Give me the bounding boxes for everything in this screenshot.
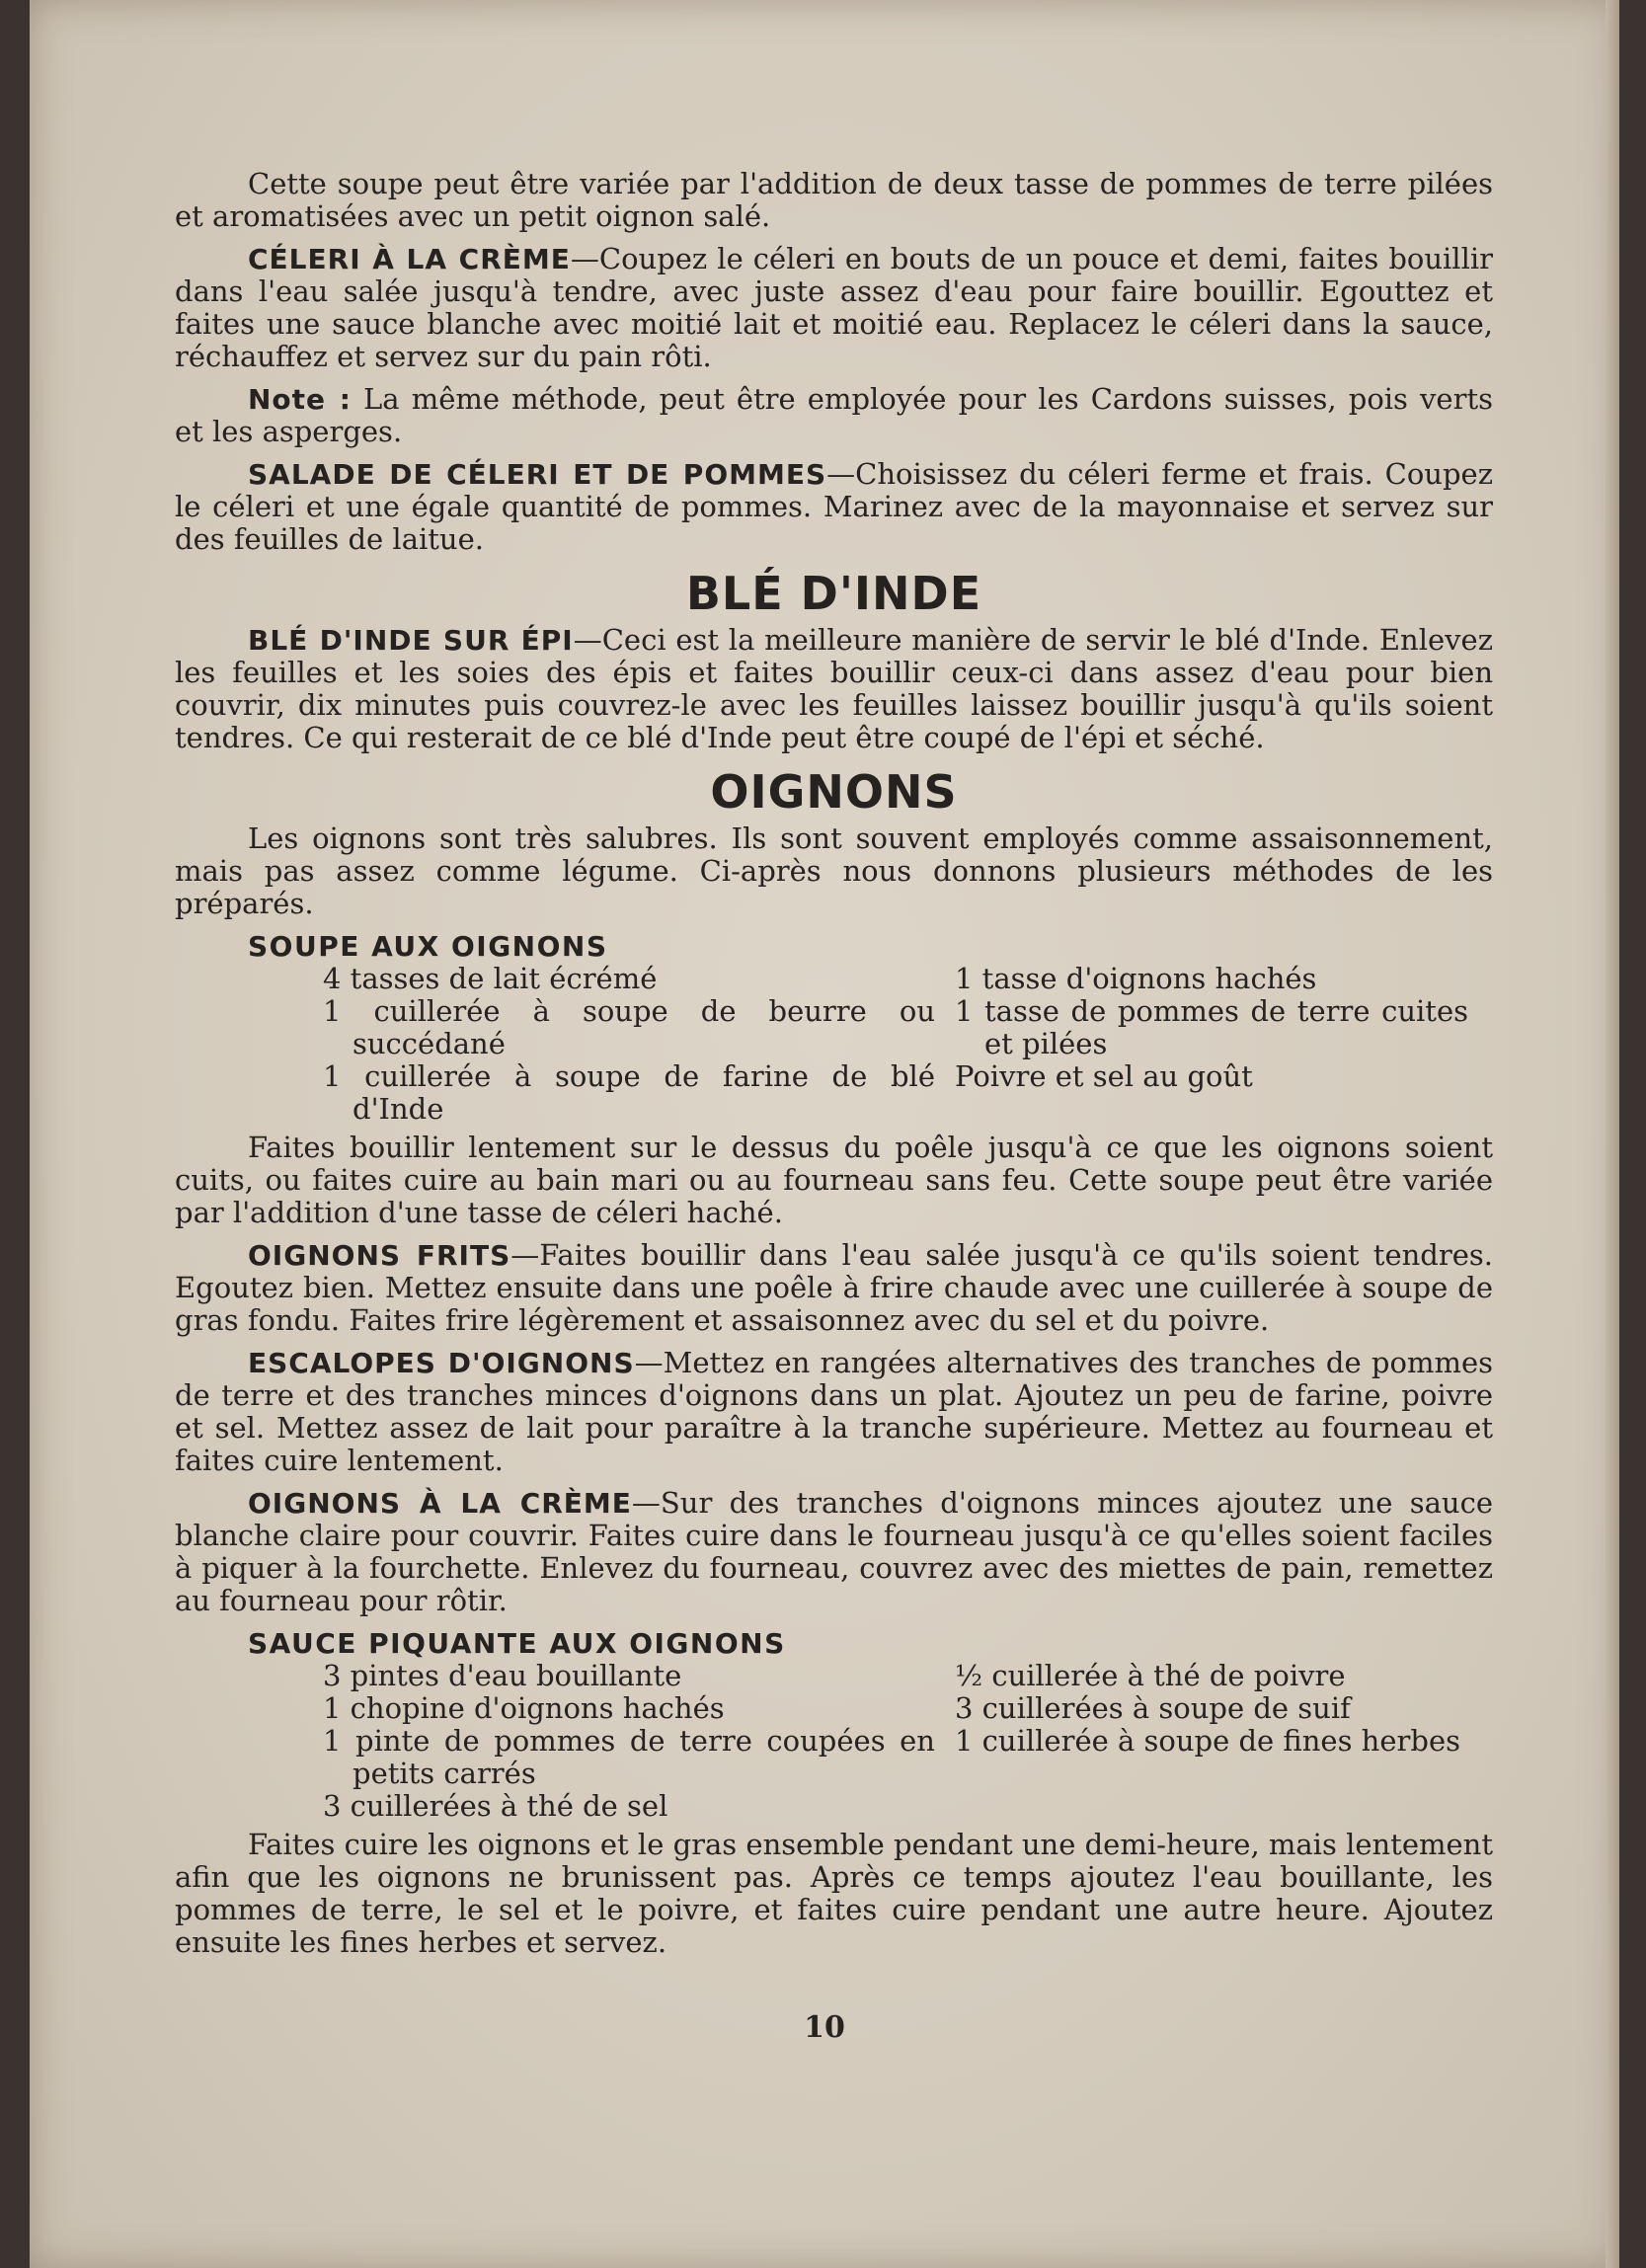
recipe-body: —Coupez le céleri en bouts de un pouce et demi, faites bouillir dans l'eau salée jusqu'à tendre, avec juste assez d'eau pour faire bouillir. Egouttez et faites une sauce blanche avec moitié lait et moitié eau. Replacez le céleri dans la sauce, réchauffez et servez sur du pain rôti. [175,242,1493,373]
ingredient-item: 3 cuillerées à soupe de suif [955,1691,1351,1725]
recipe-frits [175,1239,1493,1337]
recipe-body: —Ceci est la meilleure manière de servir le blé d'Inde. Enlevez les feuilles et les soies des épis et faites bouillir ceux-ci dans assez d'eau pour bien couvrir, dix minutes puis couvrez-le avec les feuilles laissez bouillir jusqu'à qu'ils soient tendres. Ce qui resterait de ce blé d'Inde peut être coupé de l'épi et séché. [175,623,1493,754]
ingredient-list-sauce [323,1660,1493,1823]
ingredient-item: 1 cuillerée à soupe de beurre ou succédané [323,994,935,1060]
recipe-title-soupe: SOUPE AUX OIGNONS [248,930,608,963]
recipe-ble-epi [175,624,1493,754]
recipe-escalopes [175,1347,1493,1477]
ingredient-column-right [955,1660,1468,1823]
book-page [30,0,1619,2268]
ingredient-item: 1 cuillerée à soupe de farine de blé d'Inde [323,1059,935,1126]
recipe-creme [175,1487,1493,1617]
recipe-method-sauce: Faites cuire les oignons et le gras ensemble pendant une demi-heure, mais lentement afin que les oignons ne brunissent pas. Après ce temps ajoutez l'eau bouillante, les pommes de terre, le sel et le poivre, et faites cuire pendant une autre heure. Ajoutez ensuite les fines herbes et servez. [175,1828,1493,1959]
recipe-title: OIGNONS À LA CRÈME [248,1487,632,1520]
recipe-body: —Mettez en rangées alternatives des tranches de pommes de terre et des tranches minces d'oignons dans un plat. Ajoutez un peu de farine, poivre et sel. Mettez assez de lait pour paraître à la tranche supérieure. Mettez au fourneau et faites cuire lentement. [175,1346,1493,1477]
ingredient-item: 1 tasse d'oignons hachés [955,962,1317,995]
ingredient-column-left [323,963,935,1126]
ingredient-column-left [323,1660,935,1823]
recipe-title: BLÉ D'INDE SUR ÉPI [248,624,574,657]
ingredient-item: 1 chopine d'oignons hachés [323,1691,725,1725]
oignons-intro: Les oignons sont très salubres. Ils sont souvent employés comme assaisonnement, mais pas assez comme légume. Ci-après nous donnons plusieurs méthodes de les préparés. [175,821,1493,920]
recipe-title: SALADE DE CÉLERI ET DE POMMES [248,458,827,491]
ingredient-item: 3 cuillerées à thé de sel [323,1789,668,1823]
recipe-title: OIGNONS FRITS [248,1239,511,1272]
recipe-title: ESCALOPES D'OIGNONS [248,1347,635,1379]
page-edge [1606,0,1619,2268]
intro-paragraph: Cette soupe peut être variée par l'addition de deux tasse de pommes de terre pilées et aromatisées avec un petit oignon salé. [175,167,1493,233]
ingredient-item: Poivre et sel au goût [955,1059,1253,1093]
recipe-method-soupe: Faites bouillir lentement sur le dessus du poêle jusqu'à ce que les oignons soient cuits, ou faites cuire au bain mari ou au fourneau sans feu. Cette soupe peut être variée par l'addition d'une tasse de céleri haché. [175,1131,1493,1229]
ingredient-item: 3 pintes d'eau bouillante [323,1659,682,1692]
page-content [175,168,1493,1969]
recipe-salade [175,458,1493,556]
recipe-body: —Sur des tranches d'oignons minces ajoutez une sauce blanche claire pour couvrir. Faites cuire dans le fourneau jusqu'à ce qu'elles soient faciles à piquer à la fourchette. Enlevez du fourneau, couvrez avec des miettes de pain, remettez au fourneau pour rôtir. [175,1486,1493,1617]
ingredient-item: ½ cuillerée à thé de poivre [955,1659,1346,1692]
recipe-celeri-creme [175,243,1493,373]
section-heading-oignons: OIGNONS [710,765,958,819]
ingredient-list-soupe [323,963,1493,1126]
note-label: Note : [248,383,352,416]
page-number: 10 [804,2010,845,2045]
recipe-body: —Faites bouillir dans l'eau salée jusqu'à ce qu'ils soient tendres. Egoutez bien. Mettez ensuite dans une poêle à frire chaude avec une cuillerée à soupe de gras fondu. Faites frire légèrement et assaisonnez avec du sel et du poivre. [175,1238,1493,1337]
note-paragraph [175,383,1493,448]
recipe-title: CÉLERI À LA CRÈME [248,243,571,275]
ingredient-item: 1 tasse de pommes de terre cuites et pilées [955,994,1468,1060]
ingredient-column-right [955,963,1468,1126]
recipe-title-sauce: SAUCE PIQUANTE AUX OIGNONS [248,1627,786,1660]
ingredient-item: 1 pinte de pommes de terre coupées en petits carrés [323,1724,935,1790]
note-body: La même méthode, peut être employée pour les Cardons suisses, pois verts et les asperges. [175,382,1493,448]
recipe-body: —Choisissez du céleri ferme et frais. Coupez le céleri et une égale quantité de pommes. Marinez avec de la mayonnaise et servez sur des feuilles de laitue. [175,457,1493,556]
section-heading-ble: BLÉ D'INDE [685,567,982,620]
ingredient-item: 4 tasses de lait écrémé [323,962,658,995]
ingredient-item: 1 cuillerée à soupe de fines herbes [955,1724,1460,1758]
